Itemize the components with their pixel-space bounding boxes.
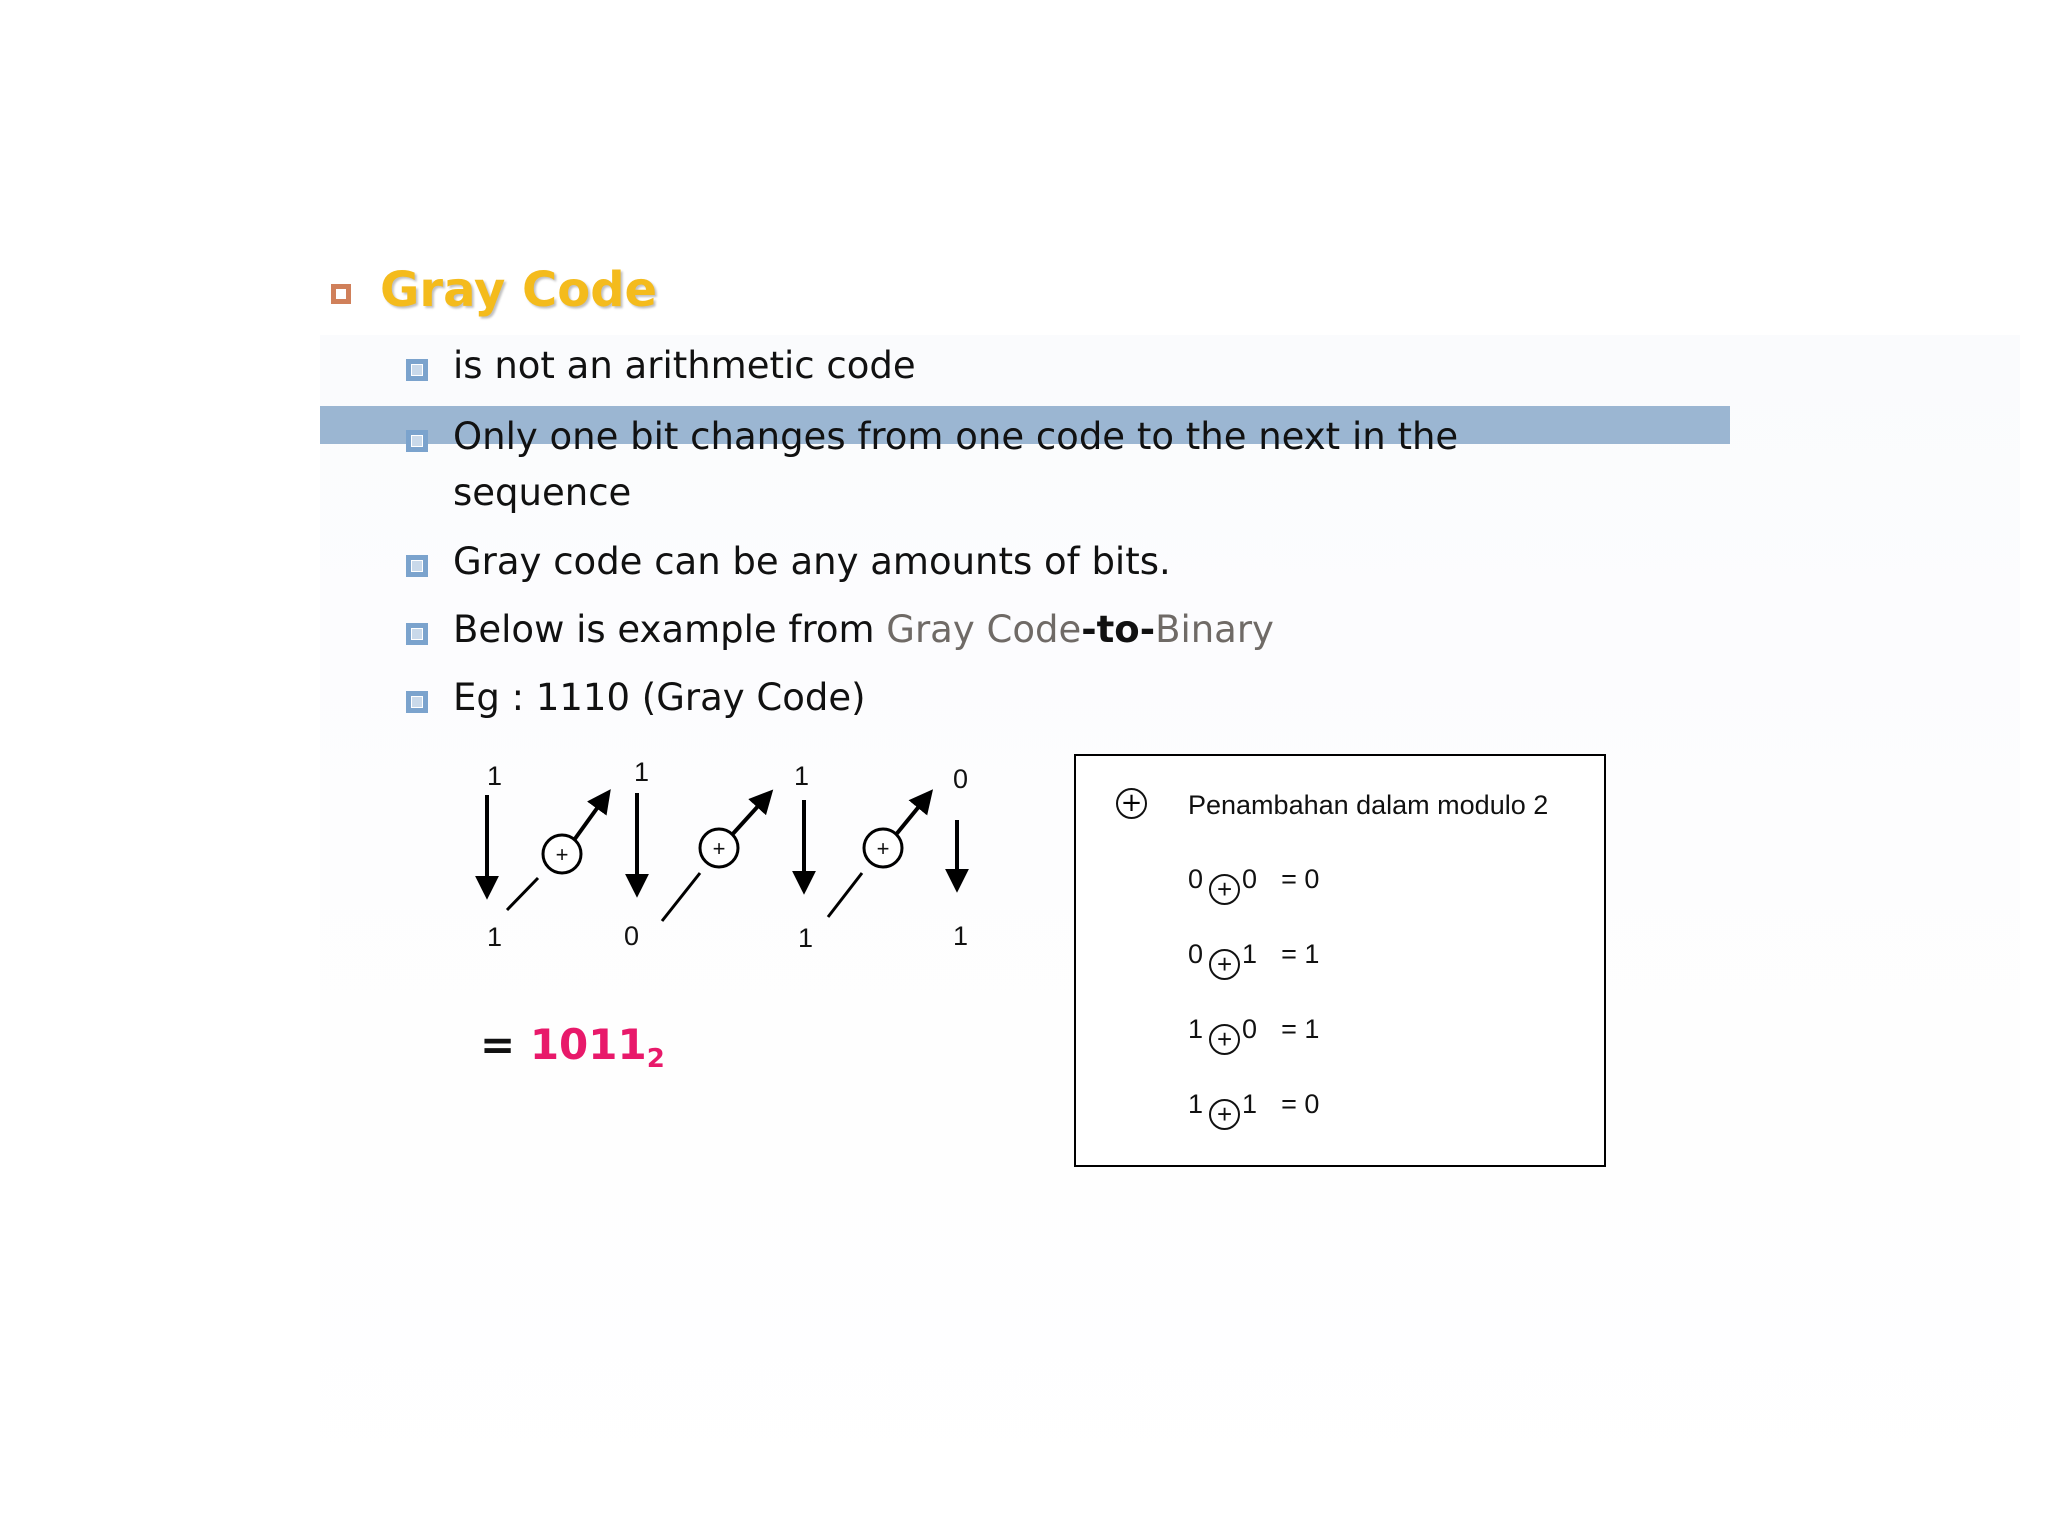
operand-b: 0: [1242, 1014, 1258, 1044]
result-text: = 0: [1281, 1089, 1320, 1119]
binary-bit: 1: [487, 922, 503, 952]
xor-circle-icon: +: [1209, 874, 1240, 905]
diagonal-line: [507, 878, 538, 910]
diagonal-line: [662, 873, 700, 921]
bullet-item-1: is not an arithmetic code: [453, 344, 916, 387]
result-base: 2: [646, 1044, 665, 1074]
bullet-item-2-line2: sequence: [453, 471, 632, 514]
operand-a: 0: [1188, 939, 1204, 969]
operand-b: 1: [1242, 939, 1258, 969]
xor-circle-icon: +: [1209, 1099, 1240, 1130]
bullet-item-2-line1: Only one bit changes from one code to the next in the: [453, 415, 1459, 458]
legend-row: [1188, 1089, 1319, 1130]
xor-circle-icon: +: [1209, 1024, 1240, 1055]
operand-a: 0: [1188, 864, 1204, 894]
gray-bits-row: [487, 757, 968, 794]
gray-code-link-text: Gray Code: [886, 608, 1082, 651]
binary-bits-row: [487, 921, 968, 953]
operand-b: 1: [1242, 1089, 1258, 1119]
binary-bit: 1: [953, 921, 969, 951]
bullet-icon: [406, 623, 428, 645]
gray-bit: 0: [953, 764, 969, 794]
operand-a: 1: [1188, 1089, 1204, 1119]
bullet-icon: [406, 555, 428, 577]
to-text: -to-: [1081, 608, 1156, 651]
slide-title: Gray Code: [380, 262, 658, 318]
bullet-item-4: [453, 608, 1274, 651]
gray-to-binary-diagram: [440, 745, 1000, 975]
legend-row: [1188, 939, 1319, 980]
xor-plus: +: [555, 842, 569, 867]
bullet-icon: [406, 430, 428, 452]
bullet-icon: [406, 359, 428, 381]
result-text: = 1: [1281, 939, 1320, 969]
bullet-item-3: Gray code can be any amounts of bits.: [453, 540, 1171, 583]
legend-heading: Penambahan dalam modulo 2: [1188, 790, 1549, 820]
bullet-item-4-prefix: Below is example from: [453, 608, 887, 651]
legend-row: [1188, 1014, 1319, 1055]
result-equation: [480, 1020, 665, 1074]
operand-a: 1: [1188, 1014, 1204, 1044]
xor-plus: +: [876, 836, 890, 861]
result-text: = 1: [1281, 1014, 1320, 1044]
legend-row: [1188, 864, 1319, 905]
xor-legend-box: [1074, 754, 1606, 1167]
xor-circle-icon: +: [1209, 949, 1240, 980]
xor-operators: [543, 829, 902, 873]
gray-bit: 1: [794, 761, 810, 791]
result-value: 1011: [529, 1020, 647, 1069]
binary-text: Binary: [1155, 608, 1274, 651]
xor-plus: +: [712, 836, 726, 861]
binary-bit: 0: [624, 921, 640, 951]
gray-bit: 1: [634, 757, 650, 787]
bullet-icon: [406, 691, 428, 713]
operand-b: 0: [1242, 864, 1258, 894]
xor-circle-icon: +: [1116, 788, 1147, 819]
gray-bit: 1: [487, 761, 503, 791]
equals-sign: =: [480, 1020, 516, 1069]
bullet-item-5: Eg : 1110 (Gray Code): [453, 676, 866, 719]
title-bullet-icon: [331, 284, 351, 304]
diagonal-line: [828, 873, 862, 917]
result-text: = 0: [1281, 864, 1320, 894]
binary-bit: 1: [798, 923, 814, 953]
